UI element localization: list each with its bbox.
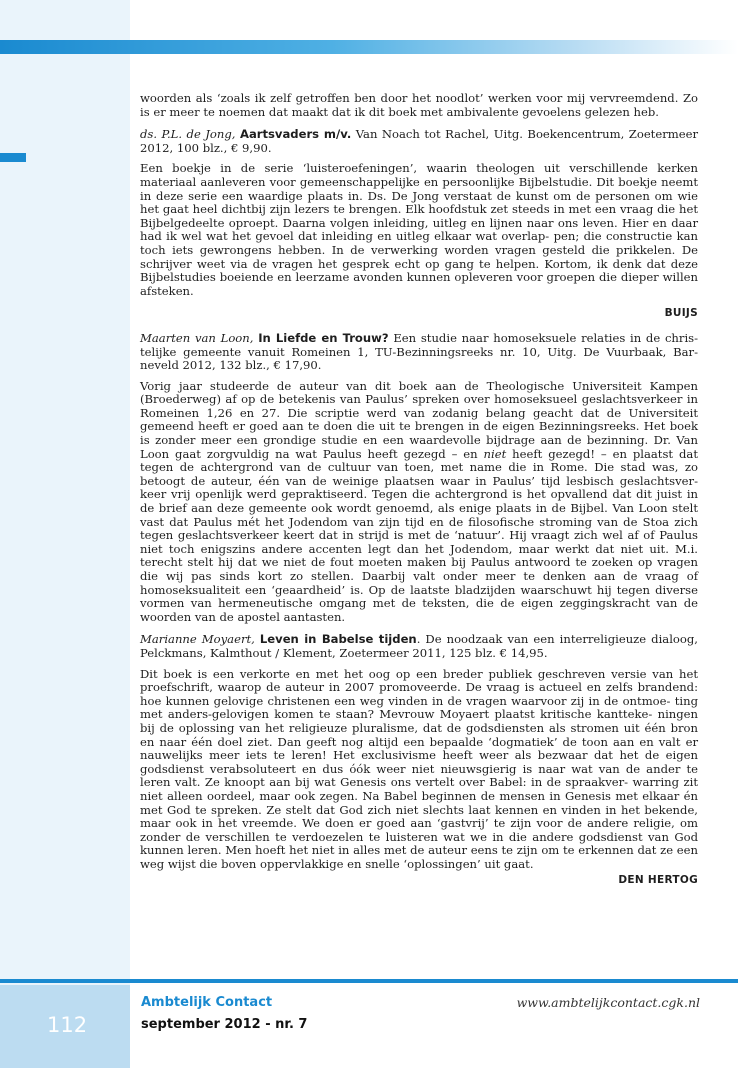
issue-label: september 2012 - nr. 7	[141, 1017, 308, 1032]
page-number: 112	[47, 1013, 88, 1037]
book-details: . De noodzaak van een interreligieuze dialoog, Pelckmans, Kalmthout / Klement, Zoetermeer 2011, 125 blz. € 14,95.	[140, 632, 698, 660]
book-title: Leven in Babelse tijden	[259, 632, 417, 647]
book-details: Een studie naar homoseksuele relaties in de chris- telijke gemeente vanuit Romeinen 1, TU-Bezinningsreeks nr. 10, Uitg. De Vuurbaak, Bar- neveld 2012, 132 blz., € 17,90.	[140, 330, 699, 373]
book-title: Aartsvaders m/v.	[239, 127, 352, 142]
review-continuation-text: woorden als ‘zoals ik zelf getroffen ben door het noodlot’ werken voor mij vervreemdend. Zo is er meer te noemen dat maakt dat ik dit boek met ambivalente gevoelens gelezen heb.	[140, 91, 698, 119]
book-author: Marianne Moyaert,	[140, 632, 255, 647]
review-text-part: heeft gezegd! – en plaatst dat tegen de achtergrond van de cultuur van toen, met name die in Rome. Die stad was, zo betoogt de auteur, één van de weinige plaatsen waar in Paulus’ tijd lesbisch geslachtsver- keer vrij openlijk werd gepraktiseerd. Tegen die achtergrond is het opvallend dat dit juist in de brief aan deze gemeente ook wordt genoemd, als enige plaats in de Bijbel. Van Loon stelt vast dat Paulus mét het Jodendom van zijn tijd en de filosofische stroming van de Stoa zich tegen geslachtsverkeer keert dat in strijd is met de ‘natuur’. Hij vraagt zich wel af of Paulus niet toch enigszins andere accenten legt dan het Jodendom, maar werkt dat niet uit. M.i. terecht stelt hij dat we niet de fout moeten maken bij Paulus antwoord te zoeken op vragen die wij pas sinds kort zo stellen. Daarbij valt onder meer te denken aan de vraag of homoseksualiteit een ‘geaardheid’ is. Op de laatste bladzijden waarschuwt hij tegen diverse vormen van hermeneutische omgang met de teksten, die de eigen zeggingskracht van de woorden van de apostel aantasten.	[140, 446, 698, 624]
book-details: Van Noach tot Rachel, Uitg. Boekencentrum, Zoetermeer 2012, 100 blz., € 9,90.	[140, 127, 699, 155]
book-author: ds. P.L. de Jong,	[140, 127, 236, 142]
header-gradient-bar	[0, 40, 738, 54]
review-text: Dit boek is een verkorte en met het oog op een breder publiek geschreven versie van het proefschrift, waarop de auteur in 2007 promoveerde. De vraag is actueel en zelfs brandend: hoe kunnen gelovige christenen een weg vinden in de vragen waarvoor zij in de ontmoe- ting met anders-gelovigen komen te staan? Mevrouw Moyaert plaatst kritische kantteke- ningen bij de oplossing van het religieuze pluralisme, dat de godsdiensten als stromen uit één bron en naar één doel ziet. Dan geeft nog altijd een bepaalde ‘dogmatiek’ de toon aan en valt er nauwelijks meer iets te leren! Het exclusivisme heeft weer als bezwaar dat het de eigen godsdienst verabsoluteert en dus óók weer niet nieuwsgierig is naar wat van de ander te leren valt. Ze knoopt aan bij wat Genesis ons vertelt over Babel: in de spraakver- warring zit niet alleen oordeel, maar ook zegen. Na Babel beginnen de mensen in Genesis met elkaar én met God te spreken. Ze stelt dat God zich niet slechts laat kennen en vinden in het bekende, maar ook in het vreemde. We doen er goed aan ‘gastvrij’ te zijn voor de andere religie, om zonder de verschillen te verdoezelen te luisteren wat we in die andere godsdienst van God kunnen leren. Men hoeft het niet in alles met de auteur eens te zijn om te erkennen dat ze een weg wijst die boven oppervlakkige en snelle ‘oplossingen’ uit gaat.	[140, 666, 698, 871]
emphasis-text: niet	[483, 446, 507, 461]
book-reference	[140, 128, 698, 155]
website-url: www.ambtelijkcontact.cgk.nl	[516, 995, 700, 1010]
review-text: Een boekje in de serie ‘luisteroefeningen’, waarin theologen uit verschillende kerken materiaal aanleveren voor gemeenschappelijke en persoonlijke Bijbelstudie. Dit boekje neemt in deze serie een waardige plaats in. Ds. De Jong verstaat de kunst om de personen om wie het gaat heel dichtbij zijn lezers te brengen. Elk hoofdstuk zet steeds in met een vraag die het Bijbelgedeelte oproept. Daarna volgen inleiding, uitleg en lijnen naar ons leven. Hier en daar had ik wel wat het gevoel dat inleiding en uitleg elkaar wat overlap- pen; die constructie kan toch iets gewrongens hebben. In de verwerking worden vragen gesteld die prikkelen. De schrijver weet via de vragen het gesprek echt op gang te helpen. Kortom, ik denk dat deze Bijbelstudies boeiende en leerzame avonden kunnen opleveren voor groepen die dieper willen afsteken.	[140, 161, 698, 298]
book-reference	[140, 332, 698, 373]
book-title: In Liefde en Trouw?	[258, 330, 389, 345]
reviewer-signature: DEN HERTOG	[618, 874, 698, 887]
magazine-name: Ambtelijk Contact	[141, 995, 273, 1010]
review-text-part: Vorig jaar studeerde de auteur van dit boek aan de Theologische Universiteit Kampen (Broederweg) af op de betekenis van Paulus’ spreken over homoseksueel geslachtsverkeer in Romeinen 1,26 en 27. Die scriptie werd van zodanig belang geacht dat de Universiteit gemeend heeft er goed aan te doen die uit te brengen in de eigen Bezinningsreeks. Het boek is zonder meer een grondige studie en een waardevolle bijdrage aan de bezinning. Dr. Van Loon gaat zorgvuldig na wat Paulus heeft gezegd – en	[140, 378, 698, 461]
article-body	[140, 92, 698, 899]
side-marker	[0, 153, 26, 162]
footer-rule	[0, 979, 738, 983]
reviewer-signature: BUIJS	[664, 307, 698, 320]
book-reference	[140, 633, 698, 660]
review-text	[140, 380, 698, 625]
book-author: Maarten van Loon,	[140, 330, 254, 345]
